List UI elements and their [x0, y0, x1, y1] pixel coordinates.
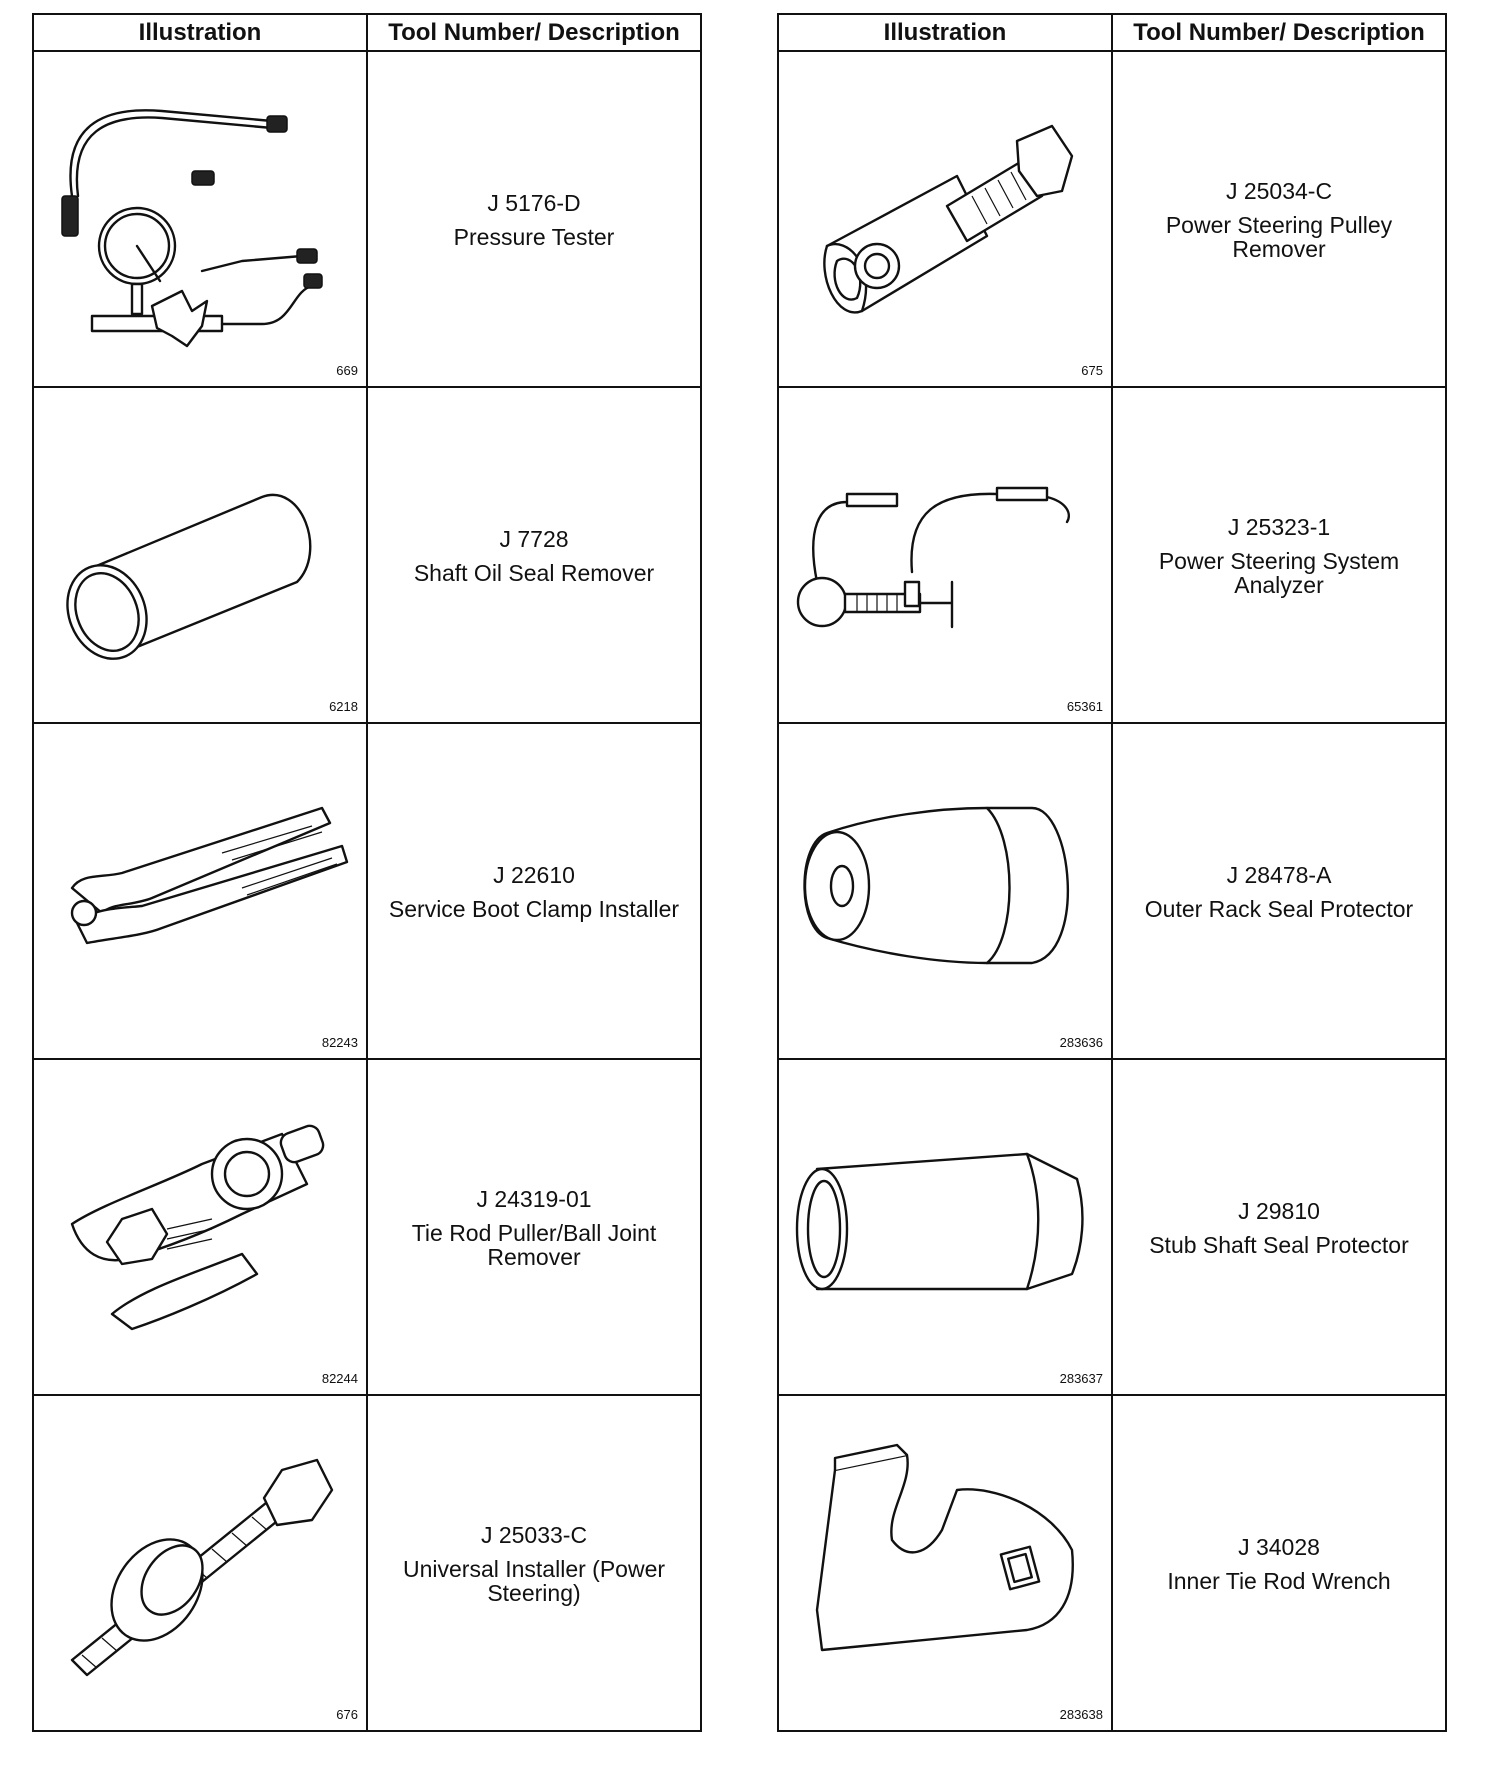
tool-description: Power Steering System Analyzer	[1158, 547, 1400, 598]
tool-description: Outer Rack Seal Protector	[1144, 895, 1414, 922]
tool-number: J 25034-C	[1225, 177, 1333, 204]
tool-number: J 22610	[493, 861, 575, 888]
pressure-tester-icon	[42, 66, 352, 356]
tool-number: J 24319-01	[476, 1185, 592, 1212]
tool-table-left	[32, 13, 702, 1732]
tool-number: J 29810	[1238, 1197, 1320, 1224]
illustration-cell	[778, 1059, 1112, 1395]
figure-number: 283637	[1059, 1371, 1103, 1386]
illustration-header: Illustration	[778, 14, 1112, 51]
description-cell	[367, 723, 701, 1059]
figure-number: 283638	[1059, 1707, 1103, 1722]
description-cell	[367, 1059, 701, 1395]
table-header-row	[33, 14, 701, 51]
tool-description: Inner Tie Rod Wrench	[1167, 1567, 1391, 1594]
figure-number: 669	[336, 363, 358, 378]
illustration-cell	[778, 723, 1112, 1059]
boot-clamp-pliers-icon	[42, 738, 352, 1028]
table-row	[33, 723, 701, 1059]
illustration-header: Illustration	[33, 14, 367, 51]
description-cell	[367, 1395, 701, 1731]
tool-number: J 28478-A	[1226, 861, 1332, 888]
illustration-cell	[33, 1059, 367, 1395]
illustration-cell	[778, 51, 1112, 387]
table-row	[778, 1395, 1446, 1731]
tool-description: Shaft Oil Seal Remover	[413, 559, 655, 586]
figure-number: 82243	[321, 1035, 358, 1050]
illustration-cell	[33, 1395, 367, 1731]
description-cell	[367, 51, 701, 387]
tie-rod-puller-icon	[42, 1074, 352, 1364]
description-cell	[1112, 51, 1446, 387]
description-cell	[1112, 723, 1446, 1059]
tool-number: J 25033-C	[480, 1521, 588, 1548]
table-row	[778, 51, 1446, 387]
figure-number: 6218	[329, 699, 358, 714]
universal-installer-icon	[42, 1410, 352, 1700]
table-row	[33, 51, 701, 387]
system-analyzer-icon	[787, 402, 1097, 692]
tool-description: Power Steering Pulley Remover	[1165, 211, 1393, 262]
table-row	[778, 723, 1446, 1059]
illustration-cell	[778, 387, 1112, 723]
table-row	[33, 1059, 701, 1395]
pulley-remover-icon	[787, 66, 1097, 356]
tool-description: Pressure Tester	[453, 223, 615, 250]
figure-number: 283636	[1059, 1035, 1103, 1050]
table-header-row	[778, 14, 1446, 51]
tool-description: Universal Installer (Power Steering)	[402, 1555, 666, 1606]
illustration-cell	[33, 723, 367, 1059]
table-row	[778, 387, 1446, 723]
tool-description: Tie Rod Puller/Ball Joint Remover	[411, 1219, 657, 1270]
stub-shaft-seal-protector-icon	[787, 1074, 1097, 1364]
description-cell	[367, 387, 701, 723]
table-row	[778, 1059, 1446, 1395]
description-cell	[1112, 1395, 1446, 1731]
description-cell	[1112, 387, 1446, 723]
tool-description: Stub Shaft Seal Protector	[1149, 1231, 1409, 1258]
figure-number: 675	[1081, 363, 1103, 378]
tool-description-header: Tool Number/ Description	[367, 14, 701, 51]
illustration-cell	[33, 387, 367, 723]
figure-number: 65361	[1066, 699, 1103, 714]
description-cell	[1112, 1059, 1446, 1395]
figure-number: 676	[336, 1707, 358, 1722]
table-row	[33, 1395, 701, 1731]
tool-description-header: Tool Number/ Description	[1112, 14, 1446, 51]
tool-number: J 25323-1	[1227, 513, 1331, 540]
tie-rod-wrench-icon	[787, 1410, 1097, 1700]
illustration-cell	[33, 51, 367, 387]
figure-number: 82244	[321, 1371, 358, 1386]
rack-seal-protector-icon	[787, 738, 1097, 1028]
table-row	[33, 387, 701, 723]
tool-description: Service Boot Clamp Installer	[388, 895, 680, 922]
illustration-cell	[778, 1395, 1112, 1731]
tool-number: J 34028	[1238, 1533, 1320, 1560]
seal-remover-icon	[42, 402, 352, 692]
tool-number: J 5176-D	[487, 189, 581, 216]
tool-table-right	[777, 13, 1447, 1732]
tool-number: J 7728	[499, 525, 569, 552]
